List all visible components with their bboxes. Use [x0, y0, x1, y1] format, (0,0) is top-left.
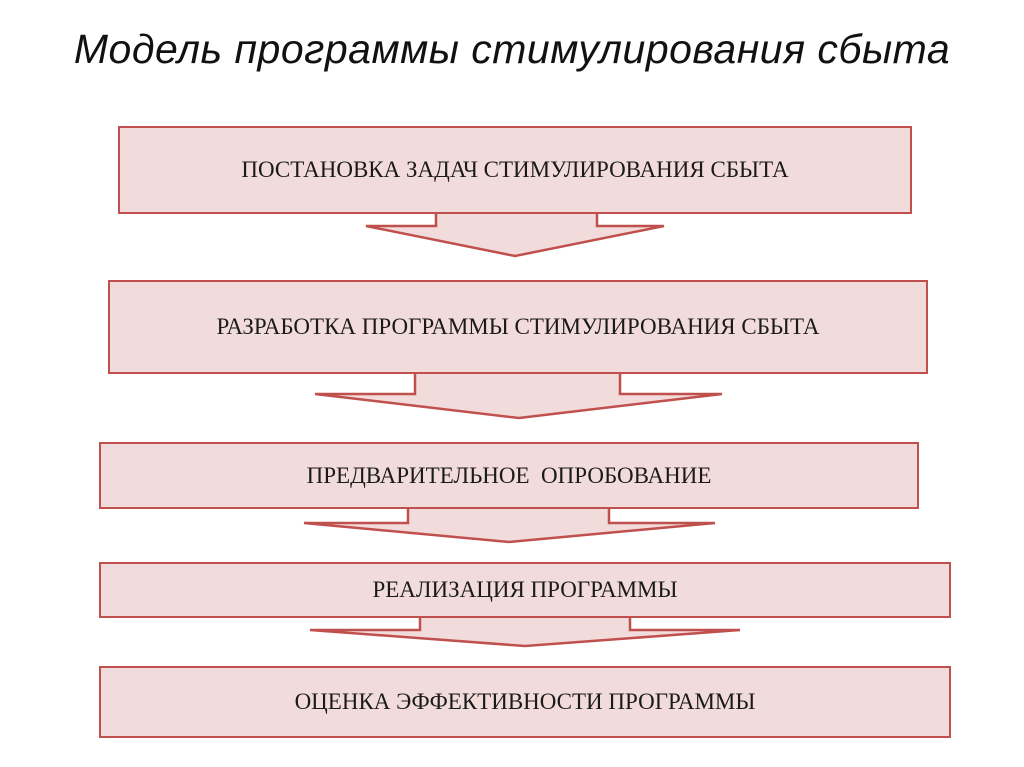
- arrow-down-2: [315, 372, 722, 418]
- step-label: РЕАЛИЗАЦИЯ ПРОГРАММЫ: [372, 577, 678, 602]
- step-box-1: [118, 126, 912, 214]
- step-label: ОЦЕНКА ЭФФЕКТИВНОСТИ ПРОГРАММЫ: [294, 689, 756, 714]
- step-box-5: [99, 666, 951, 738]
- arrow-down-3: [304, 507, 715, 542]
- step-box-3: [99, 442, 919, 509]
- step-label: РАЗРАБОТКА ПРОГРАММЫ СТИМУЛИРОВАНИЯ СБЫТА: [216, 314, 820, 339]
- step-box-4: [99, 562, 951, 618]
- arrow-down-4: [310, 616, 740, 646]
- arrow-down-1: [366, 211, 664, 256]
- step-box-2: [108, 280, 928, 374]
- step-label: ПРЕДВАРИТЕЛЬНОЕ ОПРОБОВАНИЕ: [306, 462, 712, 488]
- page-title: Модель программы стимулирования сбыта: [73, 26, 951, 72]
- step-label: ПОСТАНОВКА ЗАДАЧ СТИМУЛИРОВАНИЯ СБЫТА: [241, 157, 789, 182]
